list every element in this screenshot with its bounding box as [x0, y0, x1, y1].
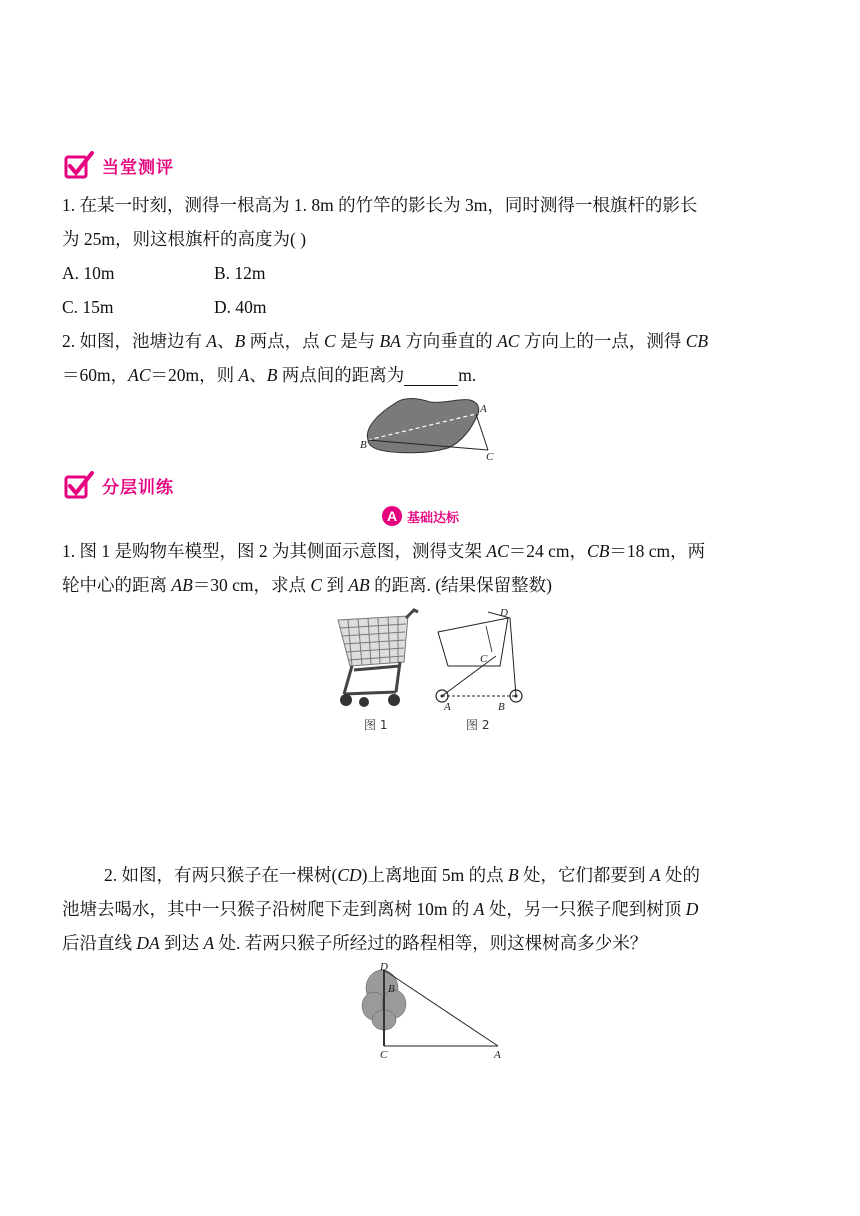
option-b: B. 12m — [214, 263, 266, 283]
section-title: 当堂测评 — [102, 157, 174, 178]
label-a: A — [494, 1049, 501, 1060]
section-title: 分层训练 — [102, 477, 174, 498]
level-badge-text: 基础达标 — [407, 510, 460, 526]
label-a: A — [480, 403, 487, 415]
checkbox-check-icon — [64, 471, 96, 499]
label-b: B — [360, 439, 367, 451]
question-1-line-1: 1. 在某一时刻，测得一根高为 1. 8m 的竹竿的影长为 3m，同时测得一根旗杆的影长 — [62, 195, 698, 215]
exercise-1-line-2: 轮中心的距离 AB＝30 cm，求点 C 到 AB 的距离. (结果保留整数) — [62, 575, 553, 595]
level-badge-letter: A — [382, 506, 402, 526]
label-d: D — [380, 961, 388, 973]
label-d: D — [500, 607, 508, 619]
option-d: D. 40m — [214, 297, 267, 317]
cart-diagram — [428, 604, 532, 712]
exercise-2-line-2: 池塘去喝水，其中一只猴子沿树爬下走到离树 10m 的 A 处，另一只猴子爬到树顶 D — [62, 899, 699, 919]
section-header-2 — [64, 470, 174, 500]
label-c: C — [486, 451, 494, 462]
label-b: B — [388, 983, 395, 995]
level-badge — [382, 506, 459, 526]
option-c: C. 15m — [62, 297, 114, 317]
exercise-1-line-1: 1. 图 1 是购物车模型，图 2 为其侧面示意图，测得支架 AC＝24 cm，CB＝18 cm，两 — [62, 541, 706, 561]
exercise-2-line-3: 后沿直线 DA 到达 A 处. 若两只猴子所经过的路程相等，则这棵树高多少米？ — [62, 933, 648, 953]
question-2-line-1: 2. 如图，池塘边有 A、B 两点，点 C 是与 BA 方向垂直的 AC 方向上的一点，测得 CB — [62, 331, 709, 351]
tree-figure — [352, 960, 512, 1060]
pond-figure — [356, 392, 506, 462]
answer-blank[interactable] — [404, 367, 458, 386]
option-a: A. 10m — [62, 263, 115, 283]
question-2-line-2: ＝60m，AC＝20m，则 A、B 两点间的距离为 m. — [62, 365, 477, 385]
label-c: C — [480, 653, 488, 665]
exercise-2-line-1: 2. 如图，有两只猴子在一棵树(CD)上离地面 5m 的点 B 处，它们都要到 A 处的 — [104, 865, 700, 885]
checkbox-check-icon — [64, 151, 96, 179]
figure-2-caption: 图 2 — [466, 718, 490, 732]
question-1-line-2: 为 25m，则这根旗杆的高度为( ) — [62, 229, 307, 249]
label-a: A — [444, 701, 451, 712]
shopping-cart-image — [334, 606, 420, 712]
label-c: C — [380, 1049, 388, 1060]
section-header-1 — [64, 150, 174, 180]
label-b: B — [498, 701, 505, 712]
figure-1-caption: 图 1 — [364, 718, 388, 732]
